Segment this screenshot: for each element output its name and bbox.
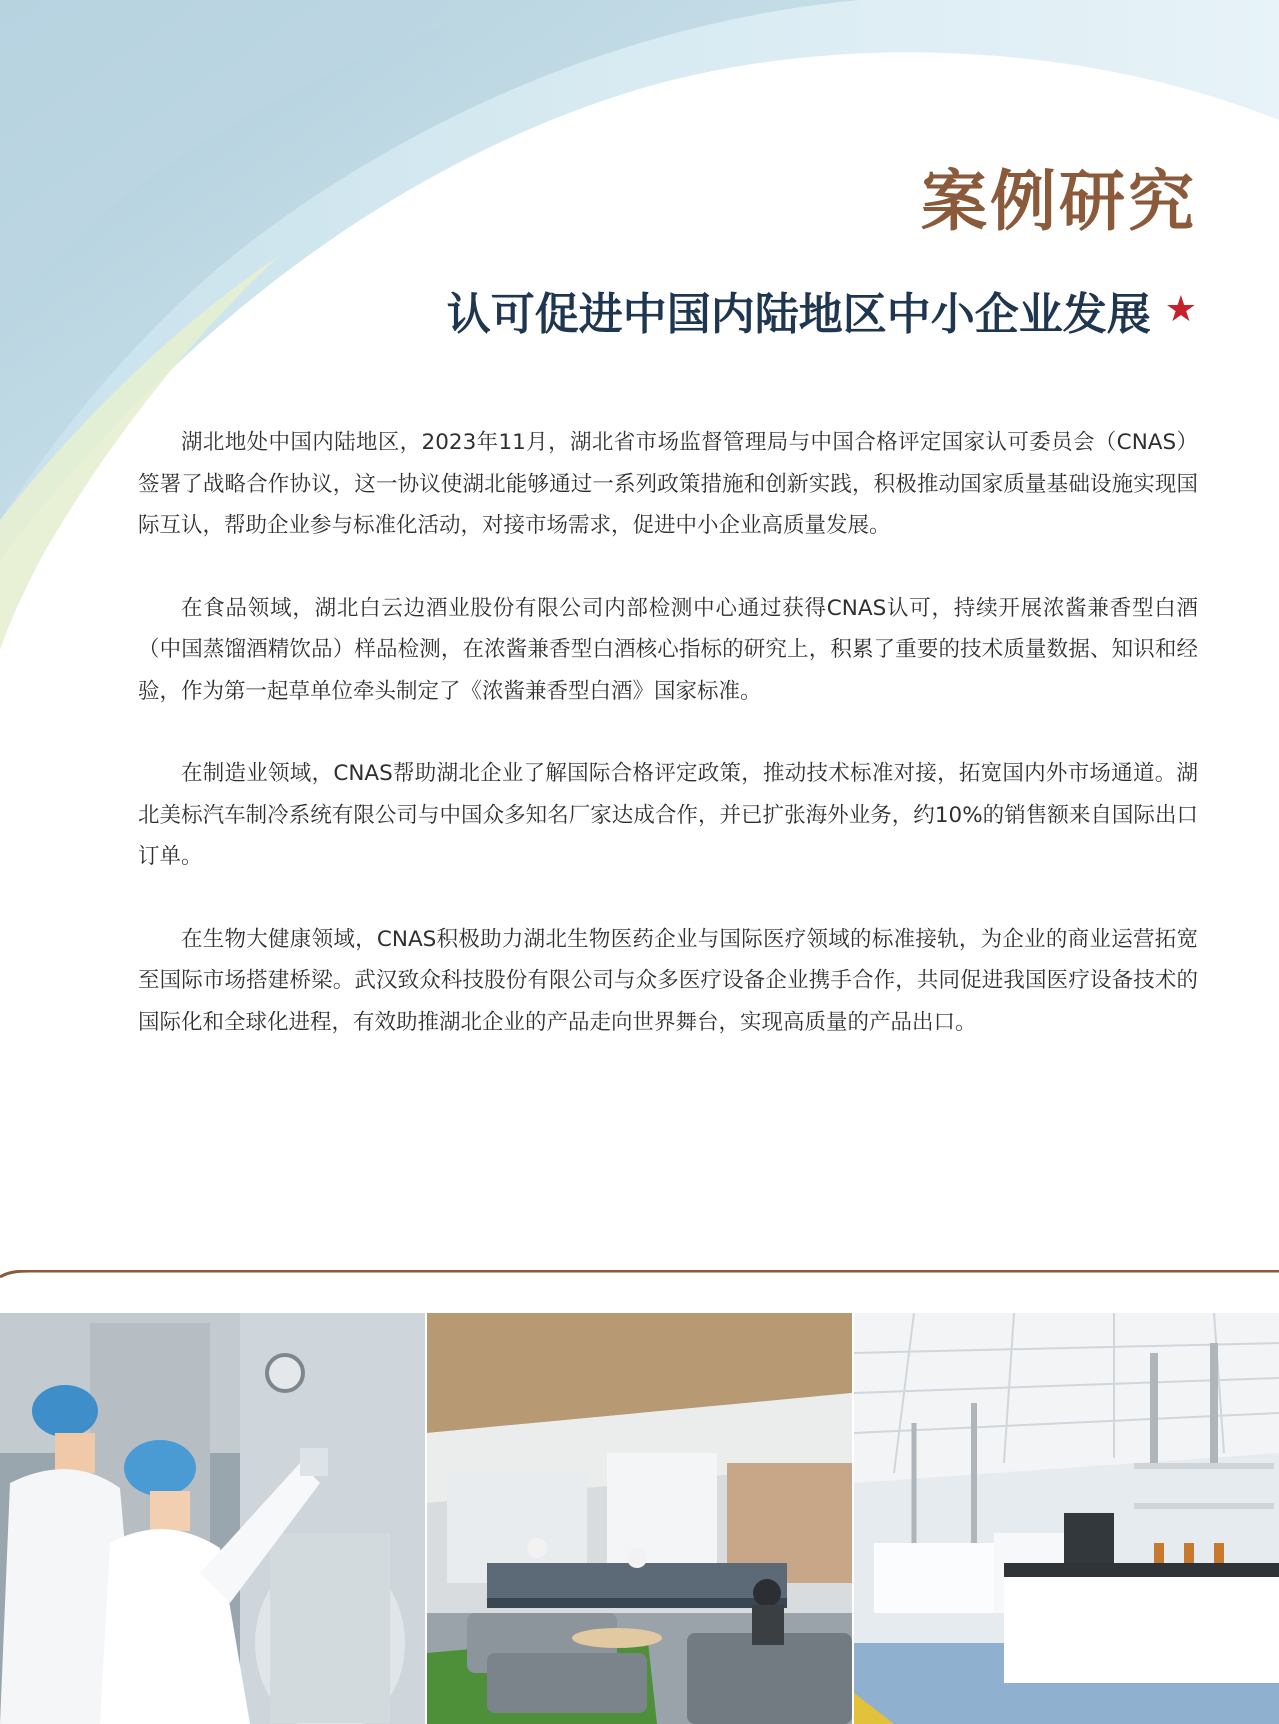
- section-divider: [0, 1270, 1279, 1278]
- subtitle-text: 认可促进中国内陆地区中小企业发展: [446, 289, 1151, 340]
- article-body: [138, 422, 1198, 1084]
- photo-laboratory: [854, 1313, 1279, 1724]
- paragraph-1: 湖北地处中国内陆地区，2023年11月，湖北省市场监督管理局与中国合格评定国家认可委员会（CNAS）签署了战略合作协议，这一协议使湖北能够通过一系列政策措施和创新实践，积极推动国家质量基础设施实现国际互认，帮助企业参与标准化活动，对接市场需求，促进中小企业高质量发展。: [138, 430, 1198, 538]
- photo-strip: [0, 1313, 1279, 1724]
- page-title: 案例研究: [921, 162, 1197, 240]
- paragraph-2: 在食品领域，湖北白云边酒业股份有限公司内部检测中心通过获得CNAS认可，持续开展浓酱兼香型白酒（中国蒸馏酒精饮品）样品检测，在浓酱兼香型白酒核心指标的研究上，积累了重要的技术质量数据、知识和经验，作为第一起草单位牵头制定了《浓酱兼香型白酒》国家标准。: [138, 595, 1198, 704]
- paragraph-3: 在制造业领域，CNAS帮助湖北企业了解国际合格评定政策，推动技术标准对接，拓宽国内外市场通道。湖北美标汽车制冷系统有限公司与中国众多知名厂家达成合作，并已扩张海外业务，约10%的销售额来自国际出口订单。: [138, 761, 1198, 869]
- photo-open-office: [427, 1313, 852, 1724]
- paragraph-4: 在生物大健康领域，CNAS积极助力湖北生物医药企业与国际医疗领域的标准接轨，为企业的商业运营拓宽至国际市场搭建桥梁。武汉致众科技股份有限公司与众多医疗设备企业携手合作，共同促进我国医疗设备技术的国际化和全球化进程，有效助推湖北企业的产品走向世界舞台，实现高质量的产品出口。: [138, 926, 1198, 1035]
- star-icon: ★: [1164, 289, 1197, 330]
- page-subtitle: [447, 278, 1197, 342]
- photo-production-workers: [0, 1313, 425, 1724]
